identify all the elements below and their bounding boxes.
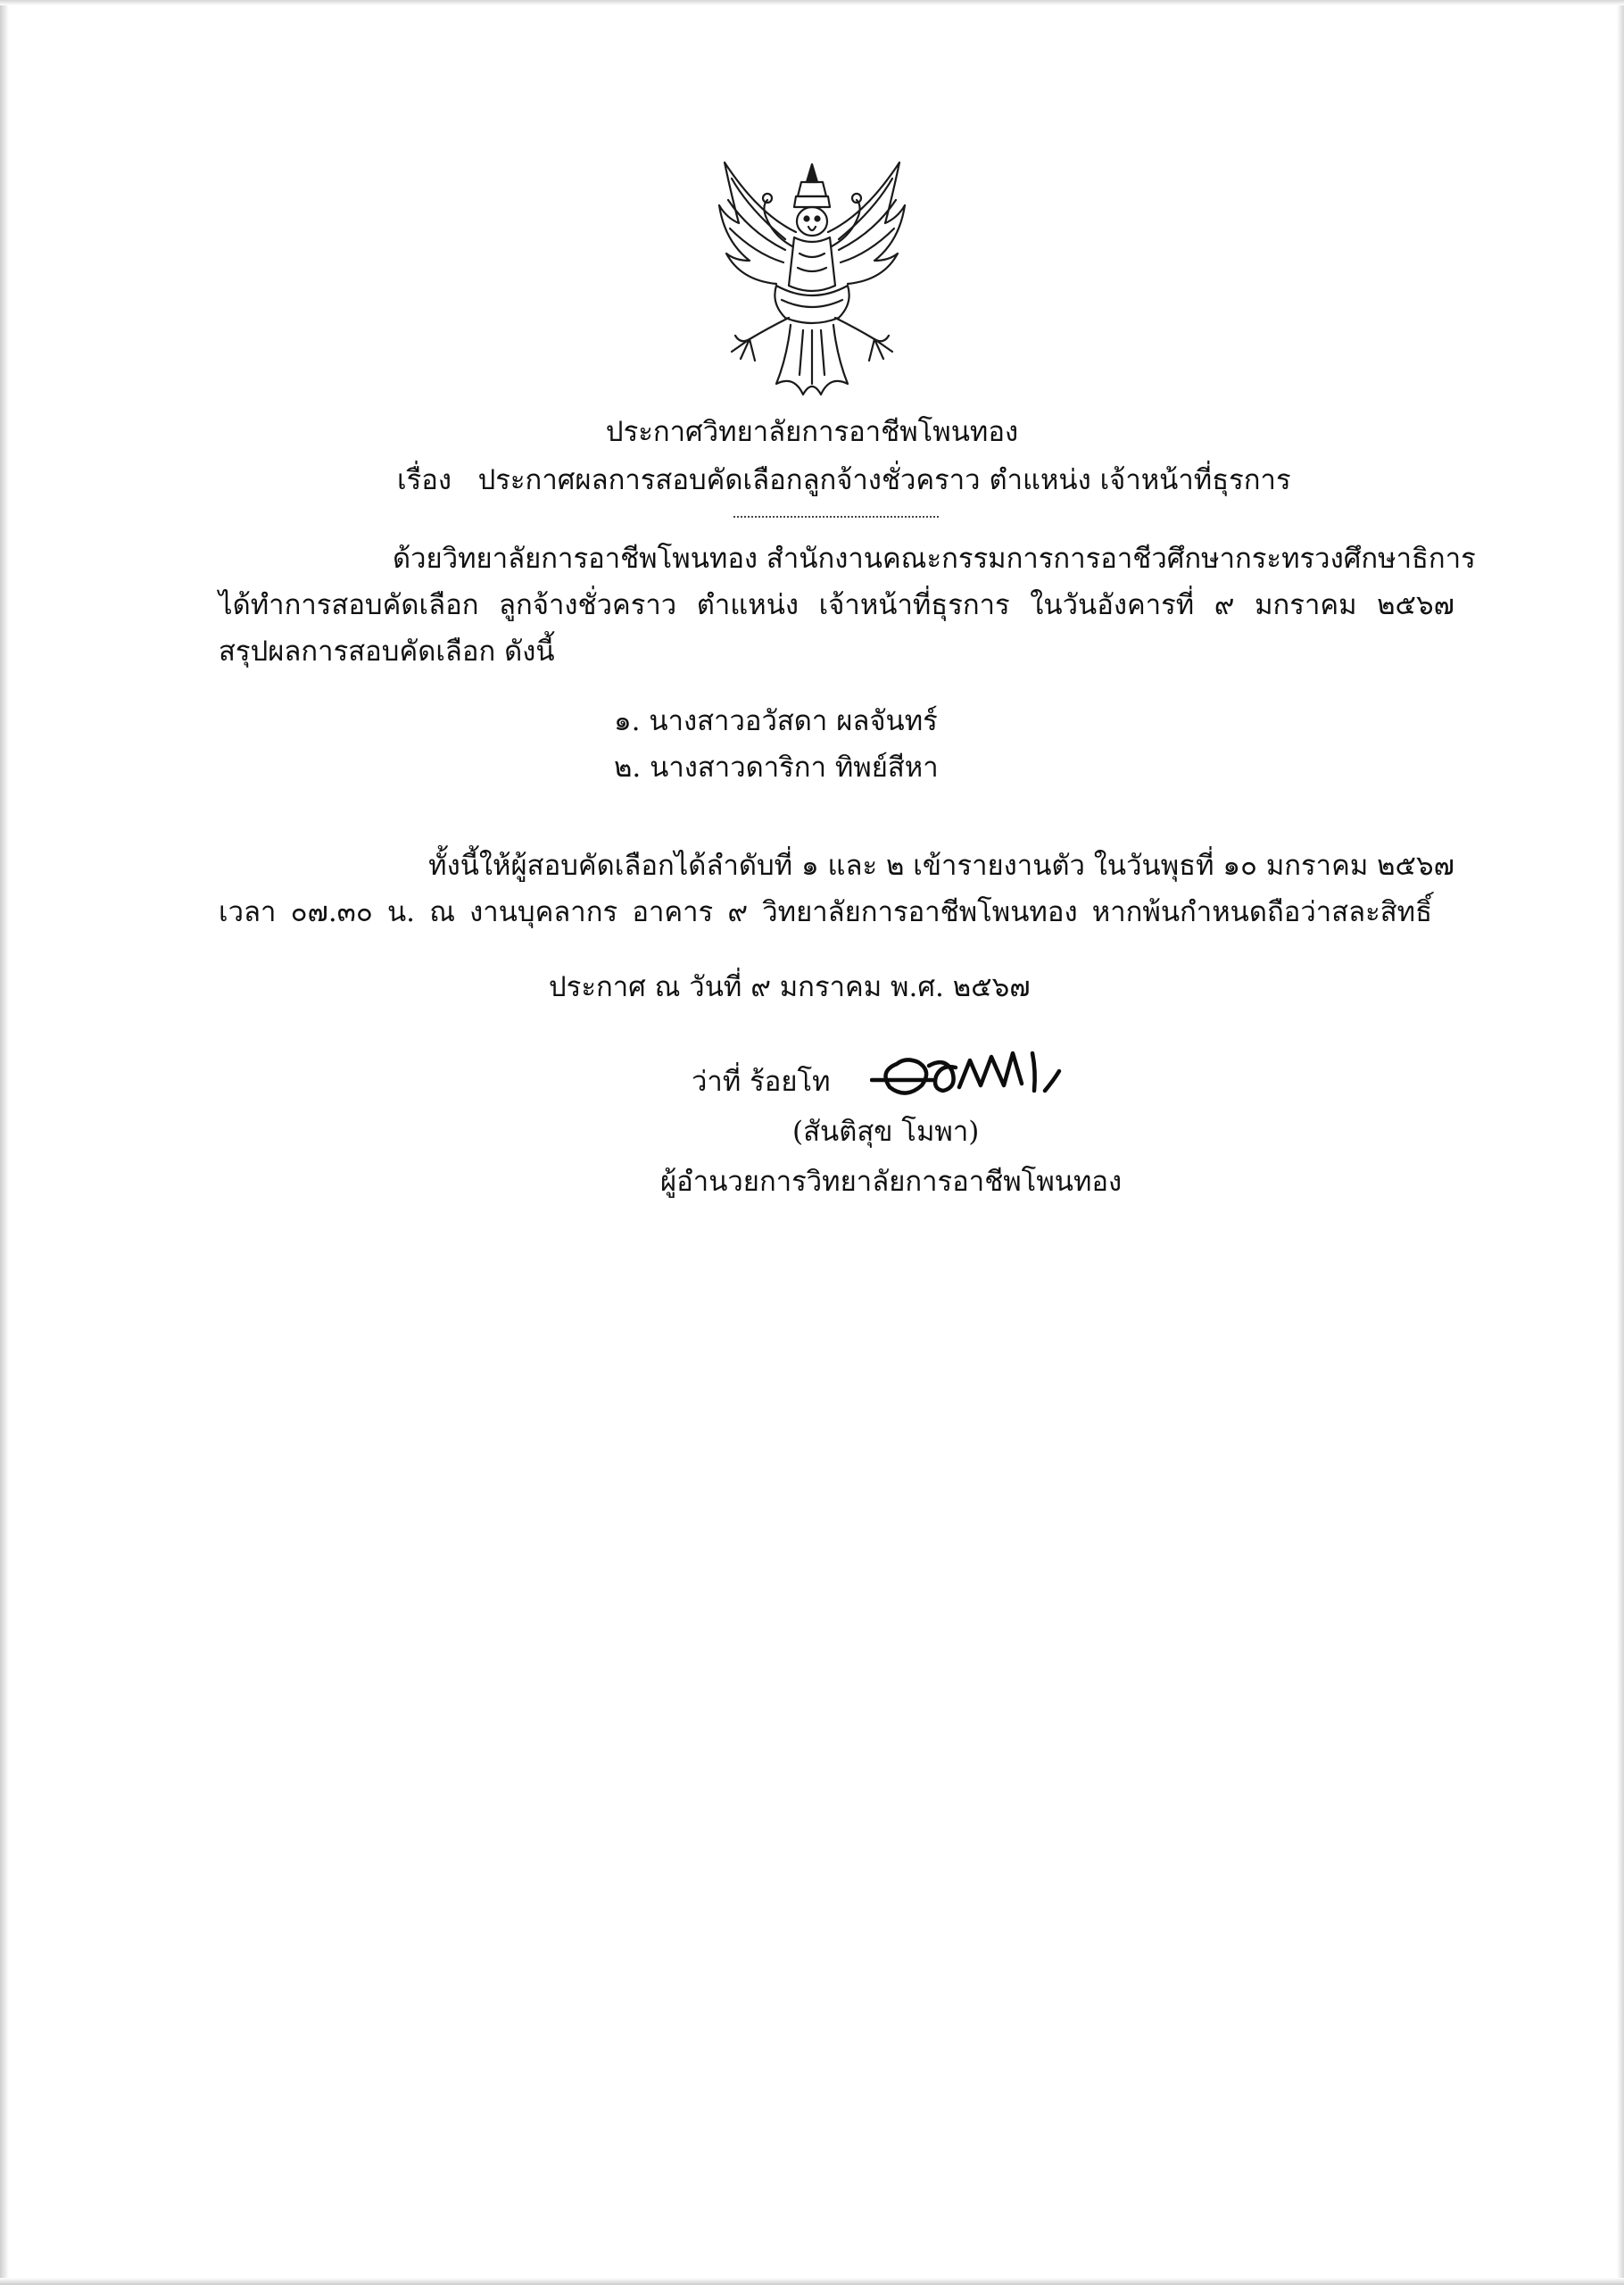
issuer-line: ประกาศวิทยาลัยการอาชีพโพนทอง (605, 416, 1019, 448)
result-item-2: ๒. นางสาวดาริกา ทิพย์สีหา (614, 752, 939, 784)
signer-position: ผู้อำนวยการวิทยาลัยการอาชีพโพนทอง (660, 1166, 1123, 1198)
paragraph1-line3: สรุปผลการสอบคัดเลือก ดังนี้ (219, 636, 555, 668)
paragraph1-line1: ด้วยวิทยาลัยการอาชีพโพนทอง สำนักงานคณะกรรมการการอาชีวศึกษากระทรวงศึกษาธิการ (393, 543, 1476, 575)
result-item-1: ๑. นางสาวอวัสดา ผลจันทร์ (614, 705, 938, 737)
paragraph2-line2: เวลา ๐๗.๓๐ น. ณ งานบุคลากร อาคาร ๙ วิทยาลัยการอาชีพโพนทอง หากพ้นกำหนดถือว่าสละสิทธิ์ (219, 896, 1432, 928)
signer-name: (สันติสุข โมพา) (792, 1116, 980, 1148)
scan-edge-top (0, 0, 1624, 5)
paragraph1-line2: ได้ทำการสอบคัดเลือก ลูกจ้างชั่วคราว ตำแหน่ง เจ้าหน้าที่ธุรการ ในวันอังคารที่ ๙ มกราคม ๒๕๖๗ (219, 589, 1454, 621)
scan-edge-bottom (0, 2278, 1624, 2285)
scan-edge-left (0, 0, 9, 2285)
subject-text: ประกาศผลการสอบคัดเลือกลูกจ้างชั่วคราว ตำแหน่ง เจ้าหน้าที่ธุรการ (477, 464, 1291, 496)
paragraph2-line1: ทั้งนี้ให้ผู้สอบคัดเลือกได้ลำดับที่ ๑ และ ๒ เข้ารายงานตัว ในวันพุธที่ ๑๐ มกราคม ๒๕๖๗ (428, 850, 1454, 882)
signer-rank: ว่าที่ ร้อยโท (692, 1066, 831, 1098)
garuda-emblem-icon (714, 161, 910, 402)
subject-line (397, 462, 1291, 498)
header-divider (733, 516, 939, 518)
handwritten-signature (870, 1044, 1093, 1107)
announce-date: ประกาศ ณ วันที่ ๙ มกราคม พ.ศ. ๒๕๖๗ (549, 971, 1031, 1003)
subject-label: เรื่อง (397, 464, 452, 496)
scan-edge-right (1617, 0, 1624, 2285)
